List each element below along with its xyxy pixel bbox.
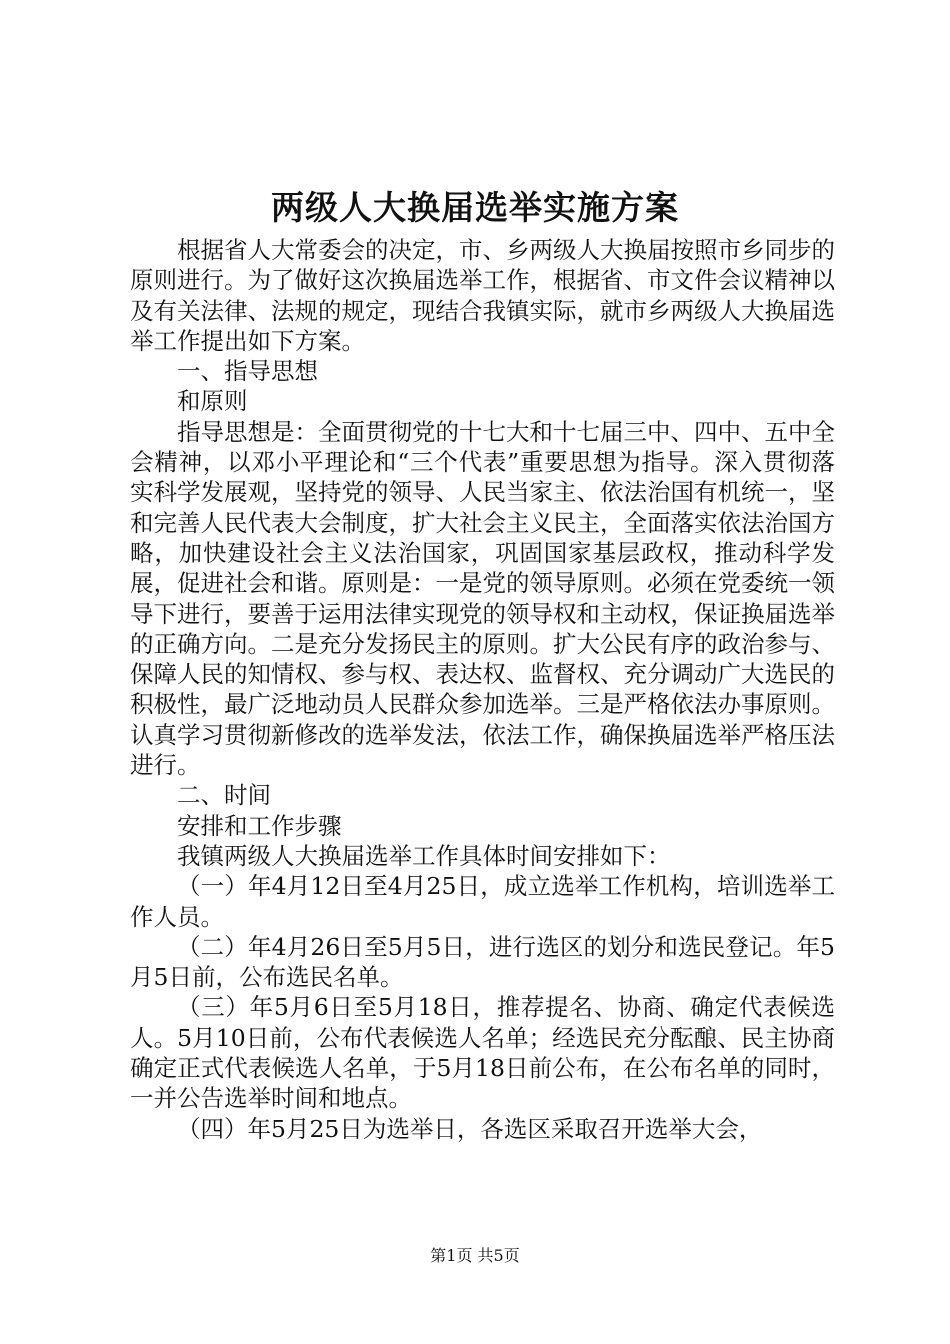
paragraph: 根据省人大常委会的决定，市、乡两级人大换届按照市乡同步的原则进行。为了做好这次换届选举工作，根据省、市文件会议精神以及有关法律、法规的规定，现结合我镇实际，就市乡两级人大换届选举工作提出如下方案。 — [130, 236, 835, 355]
section-heading: 一、指导思想 — [177, 357, 318, 386]
list-item: （三）年5月6日至5月18日，推荐提名、协商、确定代表候选人。5月10日前，公布代表候选人名单；经选民充分酝酿、民主协商确定正式代表候选人名单，于5月18日前公布，在公布名单的同时，一并公告选举时间和地点。 — [130, 993, 835, 1113]
paragraph: 指导思想是：全面贯彻党的十七大和十七届三中、四中、五中全会精神，以邓小平理论和“三个代表”重要思想为指导。深入贯彻落实科学发展观，坚持党的领导、人民当家主、依法治国有机统一，坚和完善人民代表大会制度，扩大社会主义民主，全面落实依法治国方略，加快建设社会主义法治国家，巩固国家基层政权，推动科学发展，促进社会和谐。原则是：一是党的领导原则。必须在党委统一领导下进行，要善于运用法律实现党的领导权和主动权，保证换届选举的正确方向。二是充分发扬民主的原则。扩大公民有序的政治参与、保障人民的知情权、参与权、表达权、监督权、充分调动广大选民的积极性，最广泛地动员人民群众参加选举。三是严格依法办事原则。认真学习贯彻新修改的选举发法，依法工作，确保换届选举严格压法进行。 — [130, 417, 835, 780]
section-heading: 二、时间 — [177, 781, 271, 810]
section-heading: 安排和工作步骤 — [177, 811, 342, 840]
list-item: （二）年4月26日至5月5日，进行选区的划分和选民登记。年5月5日前，公布选民名单。 — [130, 932, 835, 992]
list-item: （四）年5月25日为选举日，各选区采取召开选举大会， — [177, 1114, 763, 1143]
page-footer: 第1页 共5页 — [430, 1246, 520, 1265]
list-item: （一）年4月12日至4月25日，成立选举工作机构，培训选举工作人员。 — [130, 872, 835, 931]
section-heading: 和原则 — [177, 387, 248, 416]
document-title: 两级人大换届选举实施方案 — [271, 188, 679, 227]
paragraph: 我镇两级人大换届选举工作具体时间安排如下： — [177, 841, 671, 870]
document-body — [130, 235, 835, 1144]
